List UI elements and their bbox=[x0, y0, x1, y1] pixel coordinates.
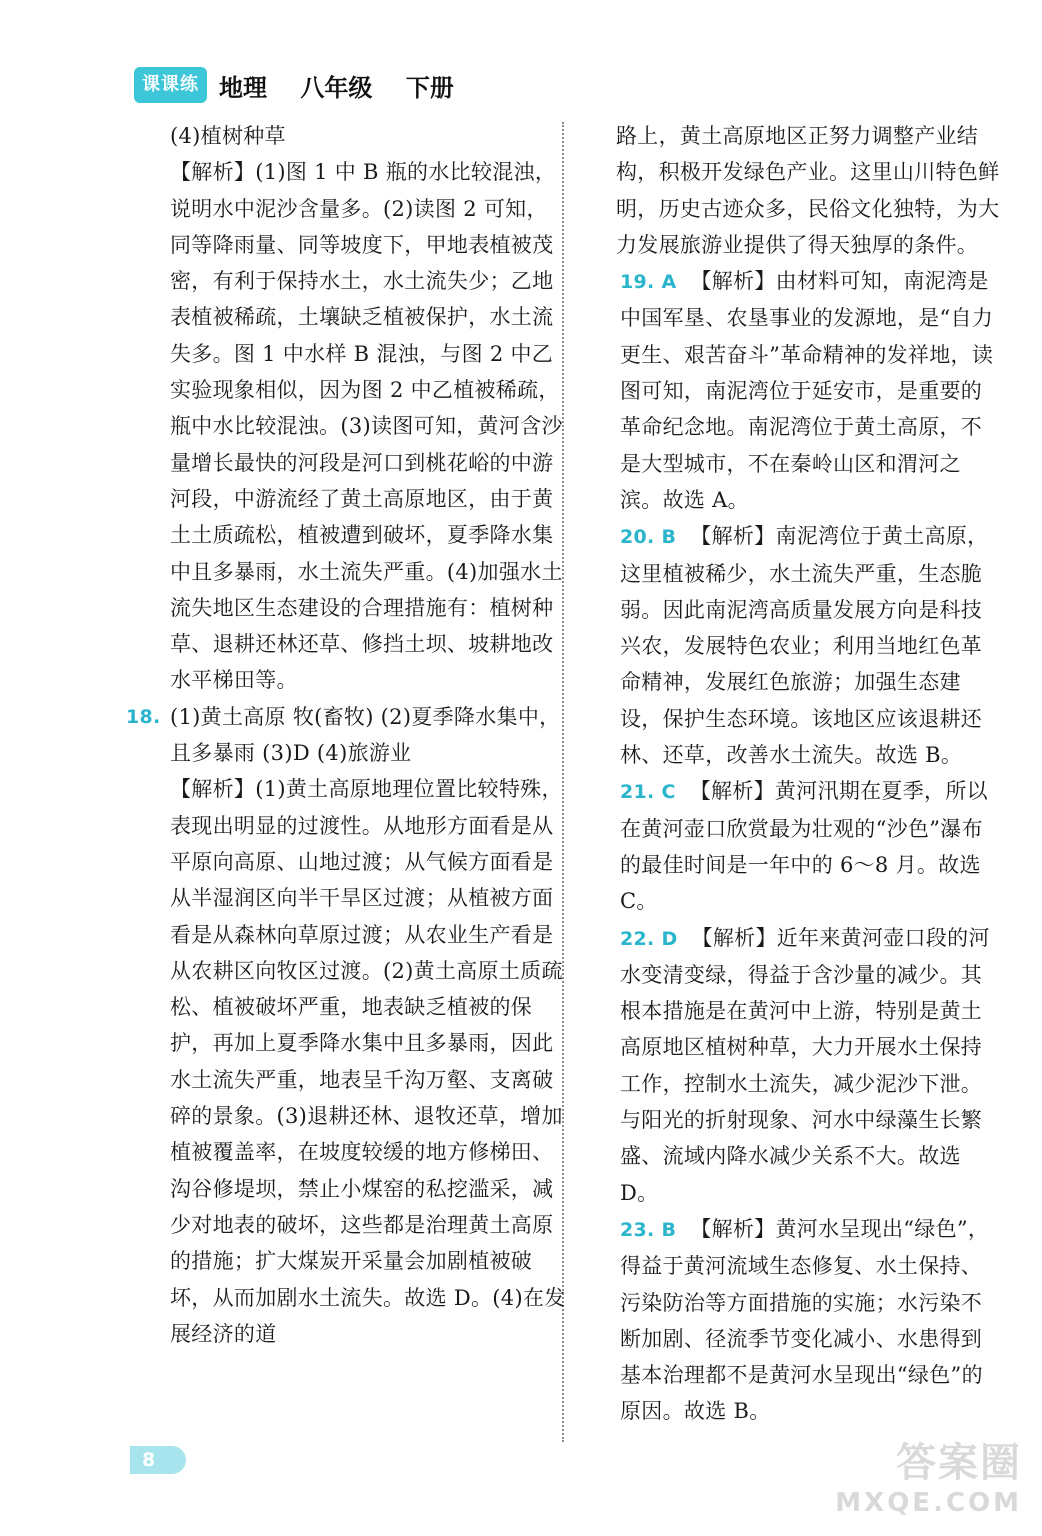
book-title: 地理 八年级 下册 bbox=[219, 73, 454, 102]
question-19-number: 19. A bbox=[620, 271, 677, 294]
question-20-number: 20. B bbox=[620, 526, 677, 549]
question-21-number: 21. C bbox=[620, 781, 676, 804]
answer-q17-part4: (4)植树种草 bbox=[170, 124, 286, 148]
left-column bbox=[126, 118, 568, 1352]
question-23 bbox=[582, 1211, 1002, 1430]
watermark-url: MXQE.COM bbox=[835, 1488, 1022, 1518]
question-21-analysis: 【解析】黄河汛期在夏季，所以在黄河壶口欣赏最为壮观的“沙色”瀑布的最佳时间是一年中的 6～8 月。故选 C。 bbox=[620, 779, 988, 914]
analysis-q18-continued: 路上，黄土高原地区正努力调整产业结构，积极开发绿色产业。这里山川特色鲜明，历史古迹众多，民俗文化独特，为大力发展旅游业提供了得天独厚的条件。 bbox=[616, 124, 1000, 257]
watermark bbox=[835, 1431, 1022, 1518]
question-20 bbox=[582, 518, 1002, 773]
analysis-q17: 【解析】(1)图 1 中 B 瓶的水比较混浊，说明水中泥沙含量多。(2)读图 2 可知，同等降雨量、同等坡度下，甲地表植被茂密，有利于保持水土，水土流失少；乙地表植被稀疏，土壤缺乏植被保护，水土流失多。图 1 中水样 B 混浊，与图 2 中乙实验现象相似，因为图 2 中乙植被稀疏，瓶中水比较混浊。(3)读图可知，黄河含沙量增长最快的河段是河口到桃花峪的中游河段，中游流经了黄土高原地区，由于黄土土质疏松，植被遭到破坏，夏季降水集中且多暴雨，水土流失严重。(4)加强水土流失地区生态建设的合理措施有：植树种草、退耕还林还草、修挡土坝、坡耕地改水平梯田等。 bbox=[170, 160, 563, 693]
page-number: 8 bbox=[130, 1446, 186, 1474]
question-23-number: 23. B bbox=[620, 1218, 677, 1241]
question-18-answer: (1)黄土高原 牧(畜牧) (2)夏季降水集中，且多暴雨 (3)D (4)旅游业 bbox=[170, 704, 561, 766]
brand-badge: 课课练 bbox=[134, 67, 207, 103]
watermark-logo: 答案圈 bbox=[896, 1440, 1022, 1486]
question-20-analysis: 【解析】南泥湾位于黄土高原，这里植被稀少，水土流失严重，生态脆弱。因此南泥湾高质量发展方向是科技兴农，发展特色农业；利用当地红色革命精神，发展红色旅游；加强生态建设，保护生态环境。该地区应该退耕还林、还草，改善水土流失。故选 B。 bbox=[620, 524, 989, 768]
question-19 bbox=[582, 263, 1002, 518]
page-header bbox=[134, 66, 454, 104]
question-21 bbox=[582, 773, 1002, 919]
question-22-analysis: 【解析】近年来黄河壶口段的河水变清变绿，得益于含沙量的减少。其根本措施是在黄河中上游，特别是黄土高原地区植树种草，大力开展水土保持工作，控制水土流失，减少泥沙下泄。与阳光的折射现象、河水中绿藻生长繁盛、流域内降水减少关系不大。故选 D。 bbox=[620, 925, 990, 1205]
question-23-analysis: 【解析】黄河水呈现出“绿色”，得益于黄河流域生态修复、水土保持、污染防治等方面措施的实施；水污染不断加剧、径流季节变化减小、水患得到基本治理都不是黄河水呈现出“绿色”的原因。故选 B。 bbox=[620, 1216, 990, 1424]
question-18-analysis: 【解析】(1)黄土高原地理位置比较特殊，表现出明显的过渡性。从地形方面看是从平原向高原、山地过渡；从气候方面看是从半湿润区向半干旱区过渡；从植被方面看是从森林向草原过渡；从农业生产看是从农耕区向牧区过渡。(2)黄土高原土质疏松、植被破坏严重，地表缺乏植被的保护，再加上夏季降水集中且多暴雨，因此水土流失严重，地表呈千沟万壑、支离破碎的景象。(3)退耕还林、退牧还草，增加植被覆盖率，在坡度较缓的地方修梯田、沟谷修堤坝，禁止小煤窑的私挖滥采，减少对地表的破坏，这些都是治理黄土高原的措施；扩大煤炭开采量会加剧植被破坏，从而加剧水土流失。故选 D。(4)在发展经济的道 bbox=[170, 777, 566, 1346]
question-18 bbox=[126, 699, 568, 1352]
question-19-analysis: 【解析】由材料可知，南泥湾是中国军垦、农垦事业的发源地，是“自力更生、艰苦奋斗”革命精神的发祥地，读图可知，南泥湾位于延安市，是重要的革命纪念地。南泥湾位于黄土高原，不是大型城市，不在秦岭山区和渭河之滨。故选 A。 bbox=[620, 269, 994, 512]
question-22 bbox=[582, 920, 1002, 1211]
right-column bbox=[582, 118, 1002, 1430]
question-18-number: 18. bbox=[126, 705, 161, 728]
question-22-number: 22. D bbox=[620, 927, 678, 950]
